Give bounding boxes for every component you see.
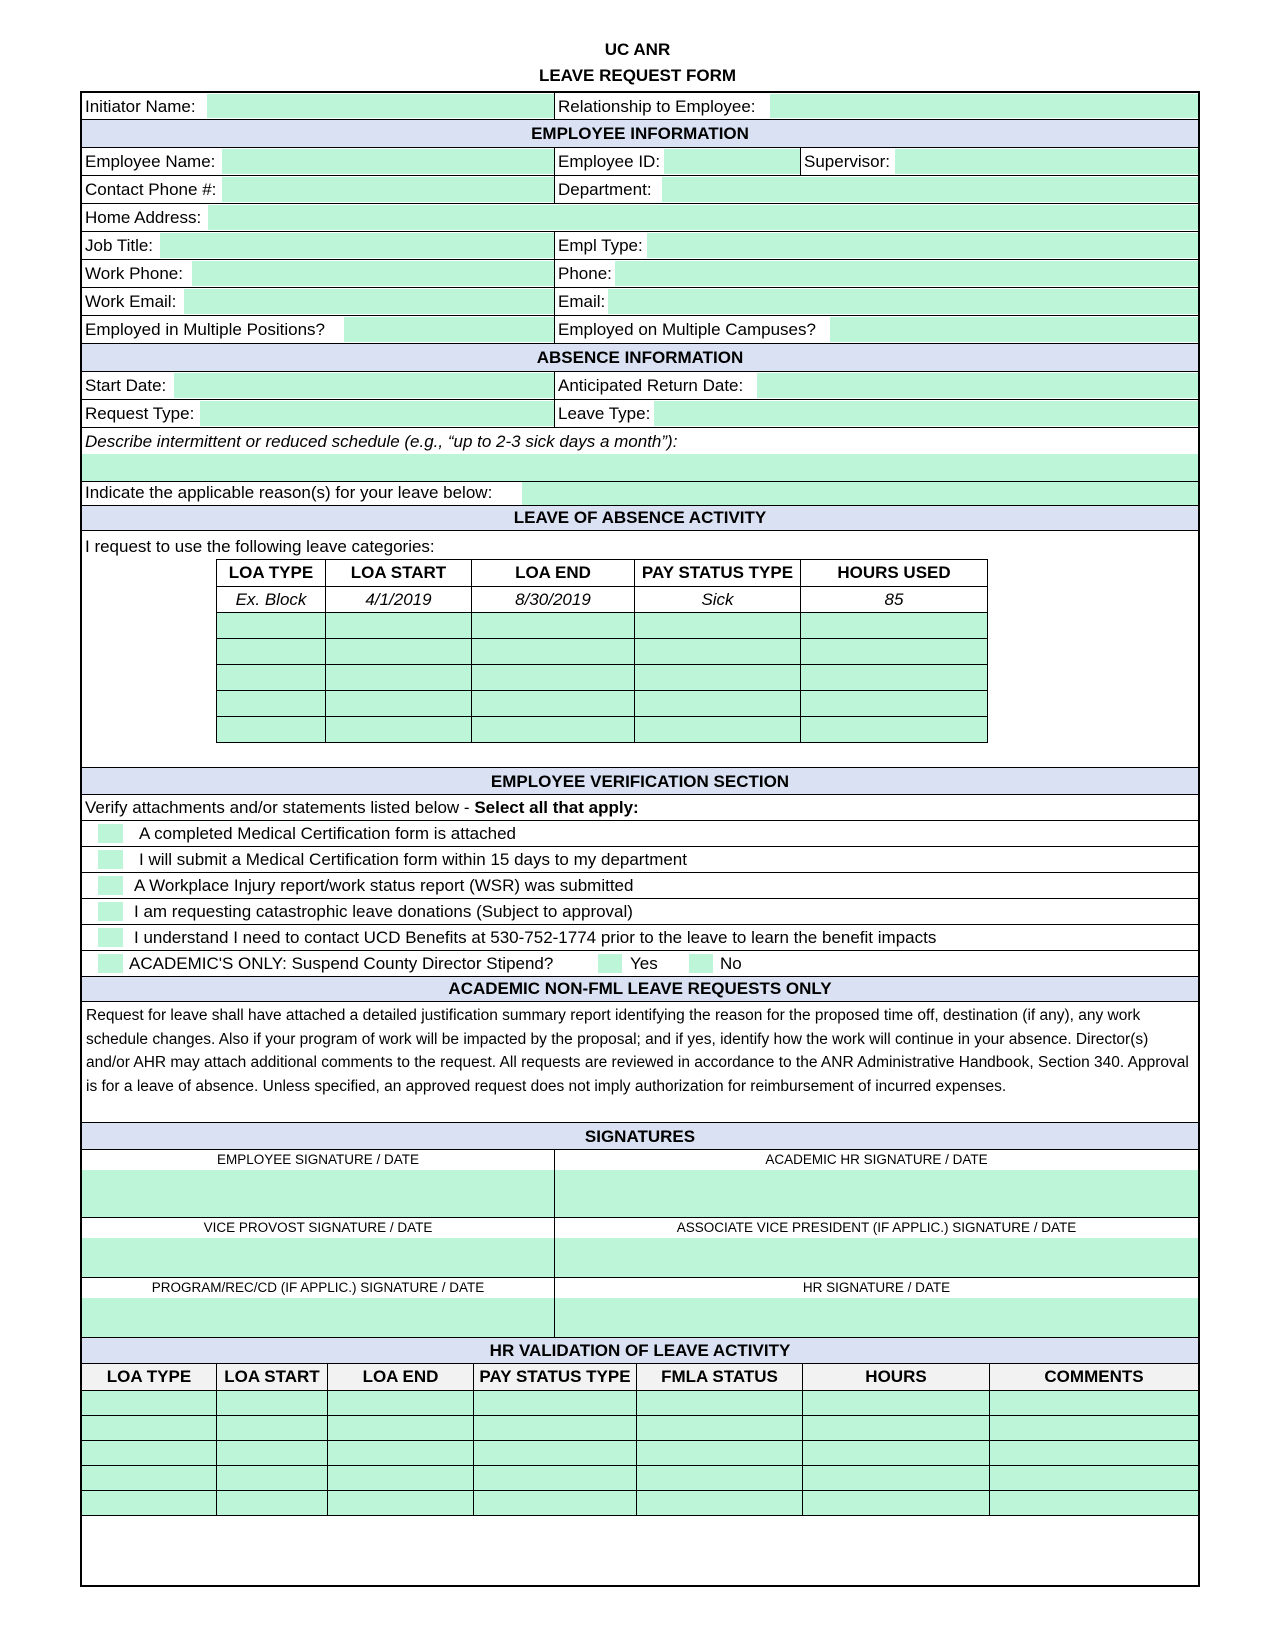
hr-cell[interactable] bbox=[637, 1441, 803, 1466]
loa-cell[interactable] bbox=[801, 665, 988, 691]
academic-stipend-row bbox=[82, 951, 1198, 977]
signatures-header: SIGNATURES bbox=[82, 1123, 1198, 1150]
loa-cell[interactable] bbox=[217, 613, 326, 639]
loa-cell[interactable] bbox=[217, 665, 326, 691]
loa-input-row bbox=[217, 691, 988, 717]
initiator-row bbox=[82, 93, 1198, 120]
request-type-row bbox=[82, 400, 1198, 428]
multi-positions-label: Employed in Multiple Positions? bbox=[85, 320, 326, 339]
loa-example-hours: 85 bbox=[801, 587, 988, 613]
loa-cell[interactable] bbox=[635, 613, 801, 639]
avp-signature-field[interactable] bbox=[555, 1238, 1198, 1277]
verification-header: EMPLOYEE VERIFICATION SECTION bbox=[82, 768, 1198, 795]
loa-cell[interactable] bbox=[472, 717, 635, 743]
hr-cell[interactable] bbox=[328, 1416, 474, 1441]
loa-col-pay-status: PAY STATUS TYPE bbox=[635, 560, 801, 587]
loa-col-type: LOA TYPE bbox=[217, 560, 326, 587]
loa-cell[interactable] bbox=[472, 665, 635, 691]
verify-item-label: I understand I need to contact UCD Benefits at 530-752-1774 prior to the leave to learn the benefit impacts bbox=[134, 928, 937, 947]
loa-cell[interactable] bbox=[801, 717, 988, 743]
hr-cell[interactable] bbox=[328, 1491, 474, 1516]
reasons-field[interactable] bbox=[522, 482, 1198, 505]
hr-col-pay-status: PAY STATUS TYPE bbox=[474, 1364, 637, 1391]
department-field[interactable] bbox=[662, 177, 1198, 202]
signature-row bbox=[82, 1218, 1198, 1278]
employee-name-row bbox=[82, 148, 1198, 176]
work-phone-row bbox=[82, 260, 1198, 288]
verification-intro-text: Verify attachments and/or statements listed below - bbox=[85, 798, 475, 817]
verify-checkbox-benefits[interactable] bbox=[98, 928, 123, 947]
work-phone-label: Work Phone: bbox=[85, 264, 183, 283]
multi-campuses-field[interactable] bbox=[830, 317, 1198, 342]
verify-item-row bbox=[82, 873, 1198, 899]
loa-cell[interactable] bbox=[217, 691, 326, 717]
hr-cell[interactable] bbox=[82, 1491, 217, 1516]
hr-cell[interactable] bbox=[990, 1491, 1199, 1516]
loa-cell[interactable] bbox=[635, 717, 801, 743]
supervisor-field[interactable] bbox=[895, 149, 1198, 174]
vice-provost-signature-block bbox=[82, 1218, 554, 1277]
loa-cell[interactable] bbox=[635, 665, 801, 691]
signature-row bbox=[82, 1278, 1198, 1338]
program-signature-block bbox=[82, 1278, 554, 1337]
hr-col-fmla: FMLA STATUS bbox=[637, 1364, 803, 1391]
relationship-field[interactable] bbox=[770, 94, 1198, 118]
hr-cell[interactable] bbox=[328, 1391, 474, 1416]
verify-checkbox-wsr[interactable] bbox=[98, 876, 123, 895]
verification-intro bbox=[82, 795, 639, 820]
hr-cell[interactable] bbox=[217, 1466, 328, 1491]
yes-label: Yes bbox=[630, 954, 658, 973]
employee-signature-block bbox=[82, 1150, 554, 1217]
hr-cell[interactable] bbox=[637, 1391, 803, 1416]
hr-cell[interactable] bbox=[990, 1441, 1199, 1466]
request-type-label: Request Type: bbox=[85, 404, 195, 423]
request-type-field[interactable] bbox=[200, 401, 554, 426]
work-phone-field[interactable] bbox=[192, 261, 554, 286]
employee-id-field[interactable] bbox=[664, 149, 800, 174]
hr-input-row bbox=[82, 1391, 1199, 1416]
loa-input-row bbox=[217, 717, 988, 743]
academic-paragraph: Request for leave shall have attached a detailed justification summary report identifying the reason for the proposed time off, destination (if any), any work schedule changes. Also if your program of work will be impacted by the proposal; and if yes, identify how the work will continue in your absence. Director(s) and/or AHR may attach additional comments to the request. All requests are reviewed in accordance to the ANR Administrative Handbook, Section 340. Approval is for a leave of absence. Unless specified, an approved request does not imply authorization for reimbursement of incurred expenses. bbox=[82, 1002, 1198, 1123]
relationship-label: Relationship to Employee: bbox=[554, 93, 756, 119]
work-email-row bbox=[82, 288, 1198, 316]
hr-col-type: LOA TYPE bbox=[82, 1364, 217, 1391]
loa-input-row bbox=[217, 613, 988, 639]
loa-activity-header: LEAVE OF ABSENCE ACTIVITY bbox=[82, 506, 1198, 531]
loa-example-type: Ex. Block bbox=[217, 587, 326, 613]
supervisor-label: Supervisor: bbox=[800, 148, 890, 175]
leave-type-label: Leave Type: bbox=[554, 400, 650, 427]
home-address-row bbox=[82, 204, 1198, 232]
describe-row bbox=[82, 428, 1198, 481]
avp-signature-block bbox=[554, 1218, 1198, 1277]
loa-intro: I request to use the following leave categories: bbox=[85, 537, 435, 556]
employee-name-field[interactable] bbox=[222, 149, 554, 174]
home-address-label: Home Address: bbox=[85, 208, 202, 227]
employee-signature-label: EMPLOYEE SIGNATURE / DATE bbox=[82, 1150, 554, 1170]
verify-checkbox-medical-cert[interactable] bbox=[98, 824, 123, 843]
loa-cell[interactable] bbox=[326, 639, 472, 665]
verify-item-row bbox=[82, 899, 1198, 925]
hr-signature-label: HR SIGNATURE / DATE bbox=[555, 1278, 1198, 1298]
academic-hr-signature-block bbox=[554, 1150, 1198, 1217]
verify-checkbox-catastrophic[interactable] bbox=[98, 902, 123, 921]
hr-cell[interactable] bbox=[217, 1391, 328, 1416]
program-signature-field[interactable] bbox=[82, 1298, 554, 1337]
verify-item-label: A completed Medical Certification form is attached bbox=[139, 824, 517, 843]
leave-request-form bbox=[80, 91, 1200, 1587]
job-title-row bbox=[82, 232, 1198, 260]
hr-cell[interactable] bbox=[82, 1466, 217, 1491]
hr-signature-field[interactable] bbox=[555, 1298, 1198, 1337]
work-email-label: Work Email: bbox=[85, 292, 177, 311]
academic-header: ACADEMIC NON-FML LEAVE REQUESTS ONLY bbox=[82, 977, 1198, 1002]
hr-input-row bbox=[82, 1466, 1199, 1491]
verify-item-label: I will submit a Medical Certification form within 15 days to my department bbox=[139, 850, 687, 869]
loa-cell[interactable] bbox=[217, 717, 326, 743]
hr-cell[interactable] bbox=[82, 1416, 217, 1441]
hr-validation-table bbox=[81, 1363, 1199, 1516]
absence-info-header: ABSENCE INFORMATION bbox=[82, 344, 1198, 372]
loa-cell[interactable] bbox=[801, 639, 988, 665]
hr-cell[interactable] bbox=[474, 1466, 637, 1491]
empl-type-field[interactable] bbox=[647, 233, 1198, 258]
hr-cell[interactable] bbox=[990, 1391, 1199, 1416]
loa-cell[interactable] bbox=[326, 613, 472, 639]
academic-hr-signature-field[interactable] bbox=[555, 1170, 1198, 1217]
hr-cell[interactable] bbox=[803, 1466, 990, 1491]
loa-cell[interactable] bbox=[472, 613, 635, 639]
start-date-label: Start Date: bbox=[85, 376, 167, 395]
hr-cell[interactable] bbox=[803, 1391, 990, 1416]
leave-type-field[interactable] bbox=[654, 401, 1198, 426]
describe-label: Describe intermittent or reduced schedule (e.g., “up to 2-3 sick days a month”): bbox=[85, 432, 678, 451]
empl-type-label: Empl Type: bbox=[554, 232, 643, 259]
hr-cell[interactable] bbox=[990, 1466, 1199, 1491]
loa-cell[interactable] bbox=[326, 717, 472, 743]
initiator-name-label: Initiator Name: bbox=[85, 97, 196, 116]
hr-cell[interactable] bbox=[990, 1416, 1199, 1441]
employee-name-label: Employee Name: bbox=[85, 152, 216, 171]
loa-cell[interactable] bbox=[801, 691, 988, 717]
loa-cell[interactable] bbox=[635, 639, 801, 665]
hr-col-start: LOA START bbox=[217, 1364, 328, 1391]
hr-validation-header: HR VALIDATION OF LEAVE ACTIVITY bbox=[82, 1338, 1198, 1364]
hr-cell[interactable] bbox=[637, 1466, 803, 1491]
avp-signature-label: ASSOCIATE VICE PRESIDENT (IF APPLIC.) SIGNATURE / DATE bbox=[555, 1218, 1198, 1238]
contact-row bbox=[82, 176, 1198, 204]
return-date-label: Anticipated Return Date: bbox=[554, 372, 743, 399]
loa-col-hours: HOURS USED bbox=[801, 560, 988, 587]
hr-input-row bbox=[82, 1491, 1199, 1516]
loa-cell[interactable] bbox=[472, 691, 635, 717]
verification-intro-bold: Select all that apply: bbox=[474, 798, 639, 817]
loa-cell[interactable] bbox=[326, 691, 472, 717]
reasons-row bbox=[82, 481, 1198, 506]
no-checkbox[interactable] bbox=[689, 954, 713, 973]
employee-info-header: EMPLOYEE INFORMATION bbox=[82, 120, 1198, 148]
hr-cell[interactable] bbox=[474, 1416, 637, 1441]
hr-input-row bbox=[82, 1441, 1199, 1466]
form-org: UC ANR bbox=[604, 40, 671, 59]
stipend-question: ACADEMIC'S ONLY: Suspend County Director Stipend? bbox=[129, 954, 554, 973]
loa-example-start: 4/1/2019 bbox=[326, 587, 472, 613]
describe-field[interactable] bbox=[82, 454, 1198, 481]
hr-cell[interactable] bbox=[803, 1491, 990, 1516]
hr-cell[interactable] bbox=[474, 1391, 637, 1416]
loa-header-row bbox=[217, 560, 988, 587]
return-date-field[interactable] bbox=[757, 373, 1198, 398]
loa-example-row bbox=[217, 587, 988, 613]
hr-col-comments: COMMENTS bbox=[990, 1364, 1199, 1391]
verify-item-row bbox=[82, 925, 1198, 951]
job-title-field[interactable] bbox=[160, 233, 554, 258]
initiator-name-field[interactable] bbox=[207, 94, 554, 118]
hr-cell[interactable] bbox=[217, 1416, 328, 1441]
verification-intro-row bbox=[82, 795, 1198, 821]
start-date-field[interactable] bbox=[174, 373, 554, 398]
academic-hr-signature-label: ACADEMIC HR SIGNATURE / DATE bbox=[555, 1150, 1198, 1170]
loa-table bbox=[216, 559, 988, 743]
reasons-label: Indicate the applicable reason(s) for your leave below: bbox=[85, 483, 493, 502]
stipend-checkbox[interactable] bbox=[98, 954, 123, 973]
verify-item-label: I am requesting catastrophic leave donations (Subject to approval) bbox=[134, 902, 633, 921]
employee-id-label: Employee ID: bbox=[554, 148, 660, 175]
verify-item-row bbox=[82, 821, 1198, 847]
phone-label: Phone: bbox=[554, 260, 612, 287]
hr-cell[interactable] bbox=[474, 1441, 637, 1466]
hr-cell[interactable] bbox=[474, 1491, 637, 1516]
hr-cell[interactable] bbox=[637, 1491, 803, 1516]
loa-cell[interactable] bbox=[326, 665, 472, 691]
verify-checkbox-submit-cert[interactable] bbox=[98, 850, 123, 869]
yes-checkbox[interactable] bbox=[598, 954, 622, 973]
vice-provost-signature-field[interactable] bbox=[82, 1238, 554, 1277]
hr-cell[interactable] bbox=[803, 1416, 990, 1441]
hr-cell[interactable] bbox=[217, 1491, 328, 1516]
work-email-field[interactable] bbox=[184, 289, 554, 314]
loa-cell[interactable] bbox=[217, 639, 326, 665]
hr-cell[interactable] bbox=[217, 1441, 328, 1466]
loa-cell[interactable] bbox=[635, 691, 801, 717]
loa-cell[interactable] bbox=[801, 613, 988, 639]
multi-campuses-label: Employed on Multiple Campuses? bbox=[554, 316, 816, 343]
email-field[interactable] bbox=[608, 289, 1198, 314]
hr-cell[interactable] bbox=[637, 1416, 803, 1441]
hr-cell[interactable] bbox=[82, 1441, 217, 1466]
multi-positions-field[interactable] bbox=[344, 317, 554, 342]
loa-input-row bbox=[217, 639, 988, 665]
loa-activity-area bbox=[82, 531, 1198, 768]
program-signature-label: PROGRAM/REC/CD (IF APPLIC.) SIGNATURE / DATE bbox=[82, 1278, 554, 1298]
employee-signature-field[interactable] bbox=[82, 1170, 554, 1217]
loa-example-end: 8/30/2019 bbox=[472, 587, 635, 613]
vice-provost-signature-label: VICE PROVOST SIGNATURE / DATE bbox=[82, 1218, 554, 1238]
department-label: Department: bbox=[554, 176, 652, 203]
verify-item-row bbox=[82, 847, 1198, 873]
phone-field[interactable] bbox=[615, 261, 1198, 286]
hr-input-row bbox=[82, 1416, 1199, 1441]
signature-row bbox=[82, 1150, 1198, 1218]
loa-col-start: LOA START bbox=[326, 560, 472, 587]
contact-phone-label: Contact Phone #: bbox=[85, 180, 217, 199]
hr-cell[interactable] bbox=[328, 1441, 474, 1466]
no-label: No bbox=[720, 954, 742, 973]
email-label: Email: bbox=[554, 288, 605, 315]
hr-col-end: LOA END bbox=[328, 1364, 474, 1391]
hr-header-row bbox=[82, 1364, 1199, 1391]
verify-item-label: A Workplace Injury report/work status report (WSR) was submitted bbox=[134, 876, 634, 895]
multiple-row bbox=[82, 316, 1198, 344]
form-title: LEAVE REQUEST FORM bbox=[538, 66, 737, 85]
contact-phone-field[interactable] bbox=[222, 177, 554, 202]
loa-example-pay: Sick bbox=[635, 587, 801, 613]
loa-cell[interactable] bbox=[472, 639, 635, 665]
job-title-label: Job Title: bbox=[85, 236, 154, 255]
hr-cell[interactable] bbox=[803, 1441, 990, 1466]
loa-input-row bbox=[217, 665, 988, 691]
loa-col-end: LOA END bbox=[472, 560, 635, 587]
hr-col-hours: HOURS bbox=[803, 1364, 990, 1391]
hr-cell[interactable] bbox=[328, 1466, 474, 1491]
home-address-field[interactable] bbox=[208, 205, 1198, 230]
hr-signature-block bbox=[554, 1278, 1198, 1337]
start-date-row bbox=[82, 372, 1198, 400]
hr-cell[interactable] bbox=[82, 1391, 217, 1416]
